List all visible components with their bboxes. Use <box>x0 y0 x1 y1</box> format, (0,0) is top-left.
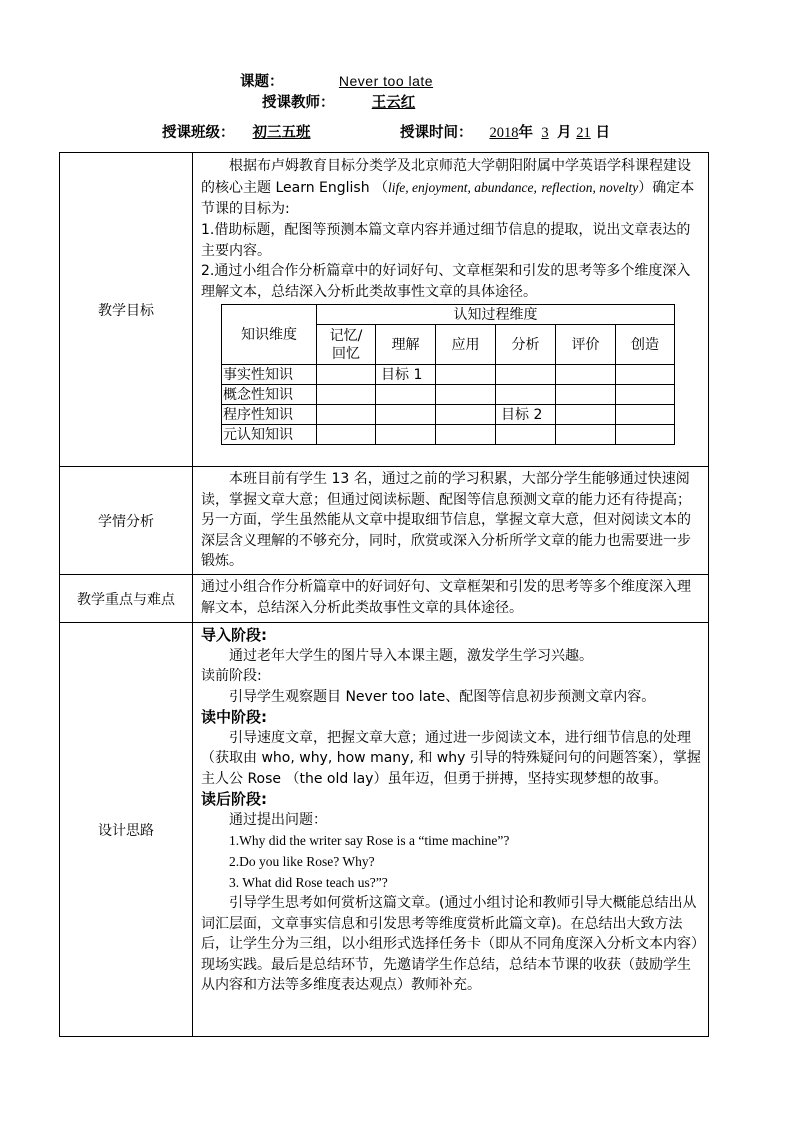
matrix-cell: 目标 2 <box>496 405 556 425</box>
matrix-row-label: 事实性知识 <box>222 365 317 385</box>
year-value: 2018 <box>489 125 519 141</box>
question-item: 3. What did Rose teach us?”? <box>229 875 388 890</box>
matrix-row <box>222 405 675 425</box>
topic-label: 课题： <box>240 74 284 90</box>
cognitive-matrix <box>221 304 675 445</box>
matrix-cell <box>616 425 675 445</box>
lead-in-title: 导入阶段: <box>201 626 267 644</box>
matrix-col-header: 应用 <box>436 325 496 365</box>
situation-content <box>193 467 709 575</box>
matrix-col-header: 理解 <box>376 325 436 365</box>
matrix-cell <box>317 405 376 425</box>
matrix-row <box>222 365 675 385</box>
focus-content <box>193 575 709 623</box>
matrix-cell <box>317 385 376 405</box>
matrix-row-label: 程序性知识 <box>222 405 317 425</box>
focus-text: 通过小组合作分析篇章中的好词好句、文章框架和引发的思考等多个维度深入理解文本，总结深入分析此类故事性文章的具体途径。 <box>201 579 691 616</box>
lead-in-text: 通过老年大学生的图片导入本课主题，激发学生学习兴趣。 <box>229 647 593 664</box>
topic-value: Never too late <box>338 73 434 89</box>
question-item: 1.Why did the writer say Rose is a “time machine”? <box>229 833 510 848</box>
matrix-cell <box>616 405 675 425</box>
pre-reading-text: 引导学生观察题目 Never too late、配图等信息初步预测文章内容。 <box>229 688 656 705</box>
design-row <box>60 623 709 1037</box>
matrix-cell <box>496 365 556 385</box>
while-reading-title: 读中阶段: <box>201 708 267 726</box>
focus-row <box>60 575 709 623</box>
matrix-cell <box>376 405 436 425</box>
design-content <box>193 623 709 1037</box>
year-unit: 年 <box>518 125 533 141</box>
matrix-cell <box>436 405 496 425</box>
matrix-cell <box>556 365 616 385</box>
matrix-cell <box>556 385 616 405</box>
goals-content <box>193 153 709 467</box>
goals-intro <box>201 156 702 220</box>
day-value: 21 <box>576 125 591 141</box>
focus-label: 教学重点与难点 <box>60 575 193 623</box>
matrix-cell <box>317 425 376 445</box>
matrix-cell <box>616 385 675 405</box>
situation-label: 学情分析 <box>60 467 193 575</box>
situation-text: 本班目前有学生 13 名，通过之前的学习积累，大部分学生能够通过快速阅读，掌握文章大意；但通过阅读标题、配图等信息预测文章的能力还有待提高；另一方面，学生虽然能从文章中提取细节信息，掌握文章大意，但对阅读文本的深层含义理解的不够充分，同时，欣赏或深入分析所学文章的能力也需要进一步锻炼。 <box>201 471 691 569</box>
matrix-cell <box>496 425 556 445</box>
while-reading-text: 引导速度文章，把握文章大意；通过进一步阅读文本，进行细节信息的处理（获取由 who, why, how many, 和 why 引导的特殊疑问句的问题答案），掌握主人公 Rose （the old lay）虽年迈，但勇于拼搏，坚持实现梦想的故事。 <box>201 729 701 787</box>
matrix-row <box>222 425 675 445</box>
day-unit: 日 <box>595 125 610 141</box>
matrix-row-label: 概念性知识 <box>222 385 317 405</box>
matrix-corner: 知识维度 <box>222 305 317 365</box>
matrix-cell: 目标 1 <box>376 365 436 385</box>
class-line <box>162 121 329 142</box>
post-reading-intro: 通过提出问题： <box>229 811 327 828</box>
matrix-cell <box>436 365 496 385</box>
matrix-cell <box>376 425 436 445</box>
matrix-cell <box>616 365 675 385</box>
design-label: 设计思路 <box>60 623 193 1037</box>
teacher-line <box>262 91 453 112</box>
goals-intro-terms-2: reflection, novelty <box>541 180 639 195</box>
teacher-label: 授课教师： <box>262 95 335 111</box>
matrix-cell <box>436 425 496 445</box>
matrix-cognitive-header: 认知过程维度 <box>317 305 675 325</box>
matrix-row <box>222 385 675 405</box>
topic-line <box>240 70 489 91</box>
matrix-col-header: 评价 <box>556 325 616 365</box>
lesson-plan-table <box>59 152 709 1037</box>
situation-row <box>60 467 709 575</box>
question-item: 2.Do you like Rose? Why? <box>229 854 375 869</box>
goals-intro-terms-1: life, enjoyment, abundance, <box>388 180 537 195</box>
post-reading-title: 读后阶段: <box>201 790 267 808</box>
matrix-col-header: 创造 <box>616 325 675 365</box>
matrix-col-header: 分析 <box>496 325 556 365</box>
matrix-row-label: 元认知知识 <box>222 425 317 445</box>
goals-intro-text: 根据布卢姆教育目标分类学及北京师范大学朝阳附属中学英语学科课程建设的核心主题 Learn English （ <box>201 158 691 196</box>
matrix-cell <box>556 405 616 425</box>
goal-2: 2.通过小组合作分析篇章中的好词好句、文章框架和引发的思考等多个维度深入理解文本，总结深入分析此类故事性文章的具体途径。 <box>201 263 691 300</box>
goals-intro-text-2: ）确定本节课的目标为: <box>201 180 695 217</box>
post-reading-text: 引导学生思考如何赏析这篇文章。(通过小组讨论和教师引导大概能总结出从词汇层面，文章事实信息和引发思考等维度赏析此篇文章)。在总结出大致方法后，让学生分为三组，以小组形式选择任务卡（即从不同角度深入分析文本内容）现场实践。最后是总结环节，先邀请学生作总结，总结本节课的收获（鼓励学生从内容和方法等多维度表达观点）教师补充。 <box>201 895 698 993</box>
class-label: 授课班级： <box>162 125 235 141</box>
teacher-value: 王云红 <box>371 95 416 111</box>
time-label: 授课时间： <box>400 125 473 141</box>
matrix-cell <box>436 385 496 405</box>
matrix-cell <box>317 365 376 385</box>
class-value: 初三五班 <box>252 125 311 141</box>
goals-row <box>60 153 709 467</box>
matrix-cell <box>376 385 436 405</box>
goal-1: 1.借助标题，配图等预测本篇文章内容并通过细节信息的提取，说出文章表达的主要内容。 <box>201 222 691 259</box>
pre-reading-title: 读前阶段: <box>201 668 262 684</box>
time-line <box>400 121 610 142</box>
matrix-cell <box>556 425 616 445</box>
matrix-col-header: 记忆/回忆 <box>317 325 376 365</box>
month-unit: 月 <box>557 125 572 141</box>
month-value: 3 <box>541 125 549 141</box>
goals-label: 教学目标 <box>60 153 193 467</box>
matrix-cell <box>496 385 556 405</box>
